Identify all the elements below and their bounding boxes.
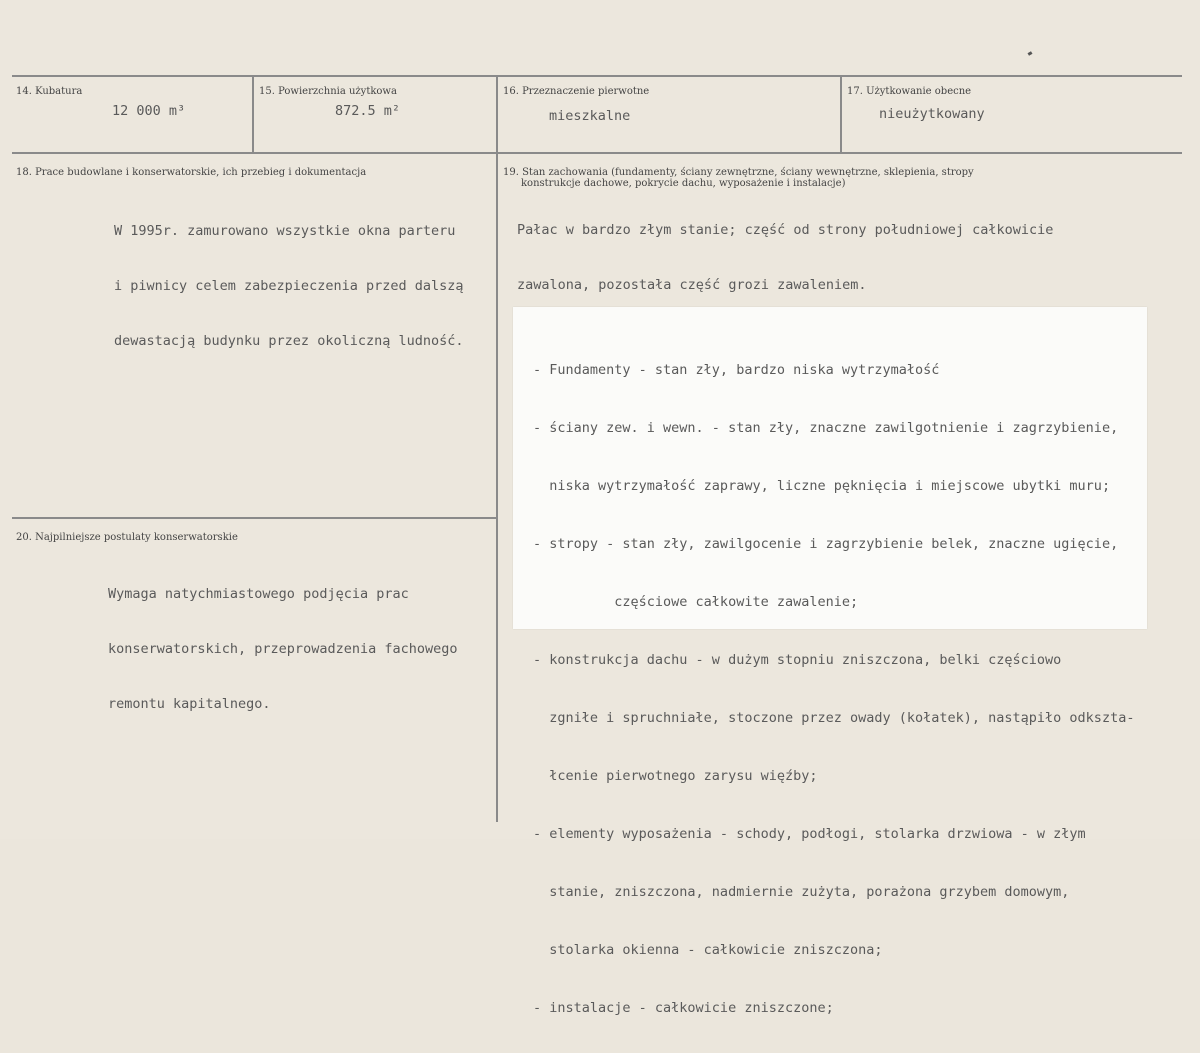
field17-label: 17. Użytkowanie obecne bbox=[847, 86, 972, 97]
field17-value: nieużytkowany bbox=[879, 106, 985, 122]
field19-label-line1: 19. Stan zachowania (fundamenty, ściany zewnętrzne, ściany wewnętrzne, sklepienia, stropy bbox=[503, 167, 974, 178]
field20-line: remontu kapitalnego. bbox=[108, 696, 271, 712]
rule-row2 bbox=[12, 152, 1182, 154]
slip-line: stanie, zniszczona, nadmiernie zużyta, porażona grzybem domowym, bbox=[533, 884, 1070, 900]
field19-line: zawalona, pozostała część grozi zawaleniem. bbox=[517, 277, 867, 293]
field18-line: dewastacją budynku przez okoliczną ludność. bbox=[114, 333, 464, 349]
stray-mark bbox=[1028, 51, 1033, 56]
field20-text bbox=[108, 551, 458, 748]
field15-label: 15. Powierzchnia użytkowa bbox=[259, 86, 397, 97]
rule-left-lower bbox=[12, 517, 496, 519]
rule-v3 bbox=[840, 75, 842, 154]
slip-line: częściowe całkowite zawalenie; bbox=[533, 594, 859, 610]
field18-line: i piwnicy celem zabezpieczenia przed dalszą bbox=[114, 278, 464, 294]
field18-label: 18. Prace budowlane i konserwatorskie, ich przebieg i dokumentacja bbox=[16, 167, 367, 178]
field18-text bbox=[114, 188, 464, 385]
field19-line: Pałac w bardzo złym stanie; część od strony południowej całkowicie bbox=[517, 222, 1054, 238]
rule-top bbox=[12, 75, 1182, 77]
field16-value: mieszkalne bbox=[549, 108, 631, 124]
slip-line: zgniłe i spruchniałe, stoczone przez owady (kołatek), nastąpiło odkszta- bbox=[533, 710, 1135, 726]
rule-v1 bbox=[252, 75, 254, 154]
slip-text bbox=[533, 325, 1134, 1053]
rule-v2 bbox=[496, 75, 498, 822]
slip-line: - elementy wyposażenia - schody, podłogi, stolarka drzwiowa - w złym bbox=[533, 826, 1086, 842]
field16-label: 16. Przeznaczenie pierwotne bbox=[503, 86, 650, 97]
pasted-slip bbox=[513, 307, 1147, 1016]
field20-line: konserwatorskich, przeprowadzenia fachowego bbox=[108, 641, 458, 657]
field14-value: 12 000 m³ bbox=[112, 103, 186, 119]
field19-label-line2: konstrukcje dachowe, pokrycie dachu, wyposażenie i instalacje) bbox=[521, 178, 846, 189]
slip-line: - ściany zew. i wewn. - stan zły, znaczne zawilgotnienie i zagrzybienie, bbox=[533, 420, 1119, 436]
field20-line: Wymaga natychmiastowego podjęcia prac bbox=[108, 586, 409, 602]
slip-line: - konstrukcja dachu - w dużym stopniu zniszczona, belki częściowo bbox=[533, 652, 1062, 668]
field18-line: W 1995r. zamurowano wszystkie okna parteru bbox=[114, 223, 456, 239]
field15-value: 872.5 m² bbox=[335, 103, 401, 119]
slip-line: niska wytrzymałość zaprawy, liczne pęknięcia i miejscowe ubytki muru; bbox=[533, 478, 1111, 494]
field14-label: 14. Kubatura bbox=[16, 86, 83, 97]
slip-line: łcenie pierwotnego zarysu więźby; bbox=[533, 768, 818, 784]
slip-line: stolarka okienna - całkowicie zniszczona; bbox=[533, 942, 883, 958]
field19-label bbox=[503, 167, 974, 189]
field20-label: 20. Najpilniejsze postulaty konserwatorskie bbox=[16, 532, 238, 543]
slip-line: - stropy - stan zły, zawilgocenie i zagrzybienie belek, znaczne ugięcie, bbox=[533, 536, 1119, 552]
slip-line: - instalacje - całkowicie zniszczone; bbox=[533, 1000, 834, 1016]
slip-line: - Fundamenty - stan zły, bardzo niska wytrzymałość bbox=[533, 362, 940, 378]
